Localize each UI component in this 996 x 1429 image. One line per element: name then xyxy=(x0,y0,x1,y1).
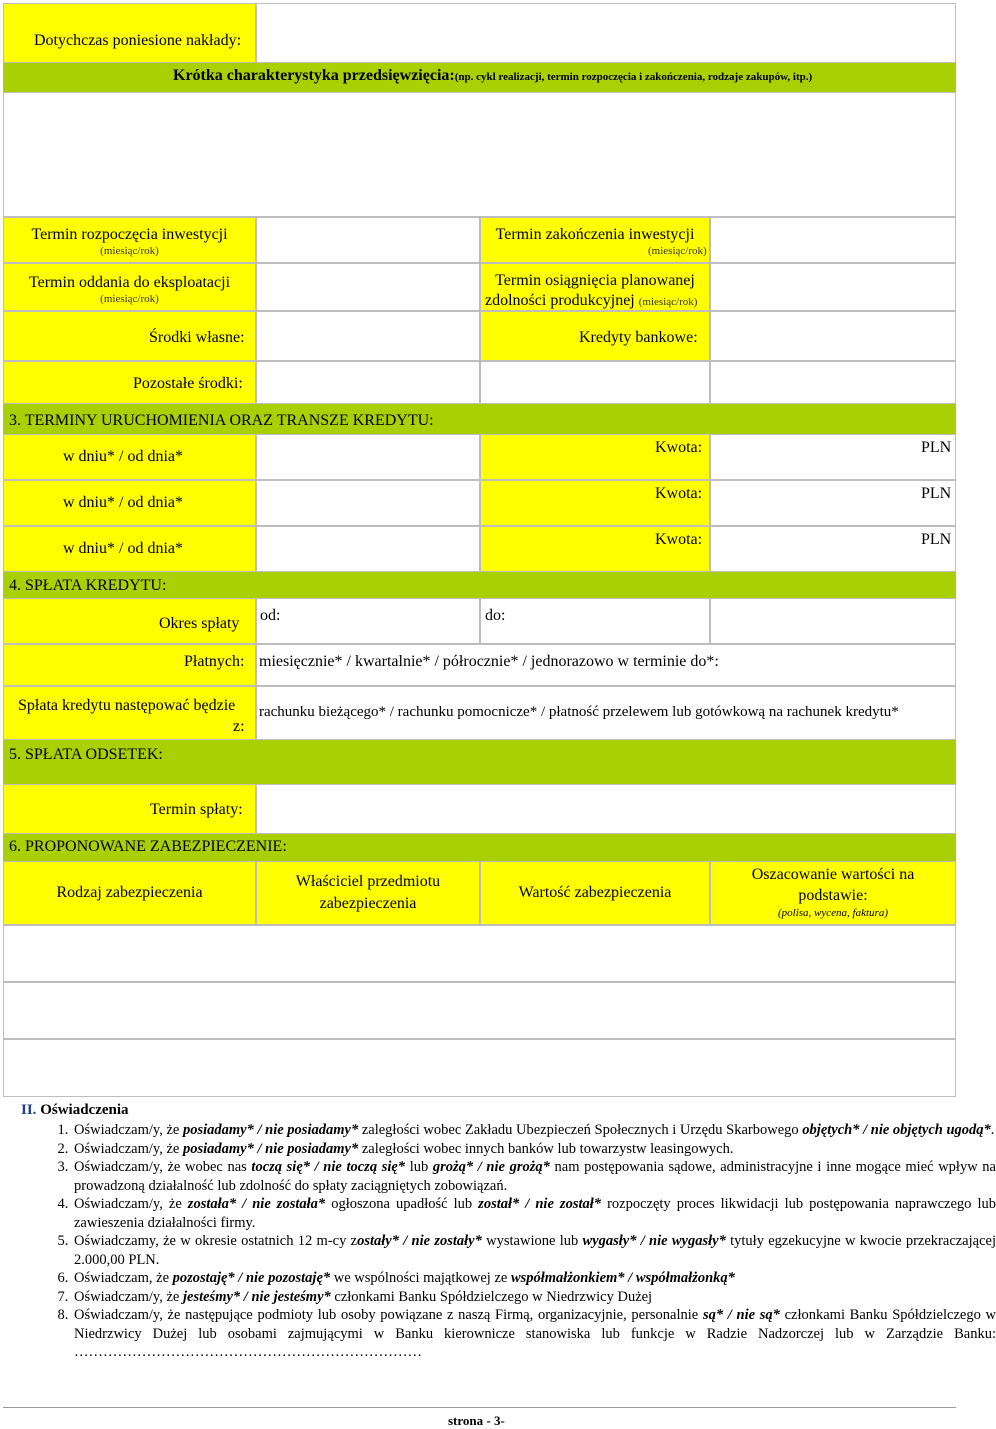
declarations-list xyxy=(30,1121,996,1362)
tranche-amount-input-3[interactable] xyxy=(710,526,956,572)
declaration-item-3: 3. Oświadczam/y, że wobec nas toczą się* / nie toczą się* lub grożą* / nie grożą* nam postępowania sądowe, administracyjne i inne mogące mieć wpływ na prowadzoną działalność lub zdolność do spłaty zaciągniętych zobowiązań. xyxy=(72,1158,996,1195)
other-funds-extra xyxy=(480,361,710,404)
tranche-date-label-1: w dniu* / od dnia* xyxy=(63,448,183,465)
security-row-3[interactable] xyxy=(3,1039,956,1097)
summary-label: Krótka charakterystyka przedsięwzięcia: xyxy=(173,67,455,84)
costs-input[interactable] xyxy=(256,3,956,63)
tranche-date-input-2[interactable] xyxy=(256,480,480,526)
tranche-amount-label-3: Kwota: xyxy=(655,531,703,548)
declaration-item-1: 1. Oświadczam/y, że posiadamy* / nie posiadamy* zaległości wobec Zakładu Ubezpieczeń Społecznych i Urzędu Skarbowego objętych* / nie objętych ugodą*. xyxy=(72,1121,996,1140)
declarations-title xyxy=(21,1102,129,1119)
costs-label: Dotychczas poniesione nakłady: xyxy=(34,32,242,49)
period-extra xyxy=(710,598,956,644)
capacity-label-text: zdolności produkcyjnej xyxy=(485,292,635,309)
summary-title xyxy=(173,67,812,85)
tranche-date-input-1[interactable] xyxy=(256,434,480,480)
page-number: strona - 3- xyxy=(448,1413,505,1428)
end-unit: (miesiąc/rok) xyxy=(648,245,707,257)
start-label: Termin rozpoczęcia inwestycji xyxy=(31,226,228,243)
start-input[interactable] xyxy=(256,217,480,263)
other-funds-extra2 xyxy=(710,361,956,404)
tranche-date-label-2: w dniu* / od dnia* xyxy=(63,494,183,511)
security-col-basis-line1: Oszacowanie wartości na xyxy=(751,866,915,883)
bank-credit-label: Kredyty bankowe: xyxy=(579,329,698,346)
tranche-currency-2: PLN xyxy=(921,485,952,502)
declaration-item-6: 6. Oświadczam, że pozostaję* / nie pozostaję* we wspólności majątkowej ze współmałżonkiem* / współmałżonką* xyxy=(72,1269,996,1288)
own-funds-label: Środki własne: xyxy=(149,329,245,346)
method-value: rachunku bieżącego* / rachunku pomocnicze* / płatność przelewem lub gotówkową na rachunek kredytu* xyxy=(259,704,899,720)
declaration-item-5: 5. Oświadczamy, że w okresie ostatnich 12 m-cy zostały* / nie zostały* wystawione lub wygasły* / nie wygasły* tytuły egzekucyjne w kwocie przekraczającej 2.000,00 PLN. xyxy=(72,1232,996,1269)
end-label: Termin zakończenia inwestycji xyxy=(495,226,695,243)
footer-divider xyxy=(3,1407,956,1408)
tranche-amount-label-2: Kwota: xyxy=(655,485,703,502)
method-label-line2: z: xyxy=(233,718,245,735)
capacity-input[interactable] xyxy=(710,263,956,311)
section5-title: 5. SPŁATA ODSETEK: xyxy=(9,746,163,763)
own-funds-input[interactable] xyxy=(256,311,480,361)
capacity-unit: (miesiąc/rok) xyxy=(638,296,698,308)
declaration-item-2: 2. Oświadczam/y, że posiadamy* / nie posiadamy* zaległości wobec innych banków lub towarzystw leasingowych. xyxy=(72,1140,996,1159)
security-col-type-label: Rodzaj zabezpieczenia xyxy=(56,884,203,901)
declaration-item-7: 7. Oświadczam/y, że jesteśmy* / nie jesteśmy* członkami Banku Spółdzielczego w Niedrzwicy Dużej xyxy=(72,1288,996,1307)
commissioning-unit: (miesiąc/rok) xyxy=(100,293,159,305)
security-row-2[interactable] xyxy=(3,982,956,1039)
other-funds-label: Pozostałe środki: xyxy=(133,375,243,392)
declarations-title-text: Oświadczenia xyxy=(36,1102,129,1118)
security-row-1[interactable] xyxy=(3,925,956,982)
security-col-basis-hint: (polisa, wycena, faktura) xyxy=(778,907,888,919)
payable-value: miesięcznie* / kwartalnie* / półrocznie* / jednorazowo w terminie do*: xyxy=(259,653,719,670)
period-from-input[interactable] xyxy=(256,598,480,644)
tranche-date-label-3: w dniu* / od dnia* xyxy=(63,540,183,557)
commissioning-label: Termin oddania do eksploatacji xyxy=(28,274,231,291)
tranche-currency-3: PLN xyxy=(921,531,952,548)
interest-due-label: Termin spłaty: xyxy=(150,801,243,818)
tranche-date-input-3[interactable] xyxy=(256,526,480,572)
security-col-basis-line2: podstawie: xyxy=(798,887,868,904)
declarations-title-num: II. xyxy=(21,1102,37,1118)
section4-title: 4. SPŁATA KREDYTU: xyxy=(9,577,167,594)
interest-due-input[interactable] xyxy=(256,784,956,834)
summary-input[interactable] xyxy=(3,92,956,217)
tranche-amount-input-2[interactable] xyxy=(710,480,956,526)
other-funds-input[interactable] xyxy=(256,361,480,404)
section6-title: 6. PROPONOWANE ZABEZPIECZENIE: xyxy=(9,838,287,855)
tranche-amount-label-1: Kwota: xyxy=(655,439,703,456)
summary-hint: (np. cykl realizacji, termin rozpoczęcia i zakończenia, rodzaje zakupów, itp.) xyxy=(454,71,813,83)
end-input[interactable] xyxy=(710,217,956,263)
period-from-label: od: xyxy=(260,607,281,624)
payable-label: Płatnych: xyxy=(184,653,245,670)
bank-credit-input[interactable] xyxy=(710,311,956,361)
tranche-amount-input-1[interactable] xyxy=(710,434,956,480)
method-label-line1: Spłata kredytu następować będzie xyxy=(18,697,236,714)
capacity-label-line2 xyxy=(485,292,697,310)
start-unit: (miesiąc/rok) xyxy=(100,245,159,257)
declaration-item-4: 4. Oświadczam/y, że została* / nie została* ogłoszona upadłość lub został* / nie został* rozpoczęty proces likwidacji lub postępowania naprawczego lub zawieszenia działalności firmy. xyxy=(72,1195,996,1232)
period-to-label: do: xyxy=(485,607,506,624)
period-label: Okres spłaty xyxy=(159,615,240,632)
section3-title: 3. TERMINY URUCHOMIENIA ORAZ TRANSZE KREDYTU: xyxy=(9,412,434,429)
declaration-item-8: 8. Oświadczam/y, że następujące podmioty lub osoby powiązane z naszą Firmą, organizacyjnie, personalnie są* / nie są* członkami Banku Spółdzielczego w Niedrzwicy Dużej lub osobami zajmującymi w Banku kierownicze stanowiska lub funkcje w Radzie Nadzorczej lub w Zarządzie Banku: ……………………………………………………………… xyxy=(72,1306,996,1362)
period-to-input[interactable] xyxy=(480,598,710,644)
security-col-owner xyxy=(256,861,480,925)
security-col-value-label: Wartość zabezpieczenia xyxy=(518,884,672,901)
security-col-owner-line1: Właściciel przedmiotu xyxy=(295,873,441,890)
capacity-label-line1: Termin osiągnięcia planowanej xyxy=(495,272,695,289)
tranche-currency-1: PLN xyxy=(921,439,952,456)
commissioning-input[interactable] xyxy=(256,263,480,311)
security-col-owner-line2: zabezpieczenia xyxy=(319,895,417,912)
